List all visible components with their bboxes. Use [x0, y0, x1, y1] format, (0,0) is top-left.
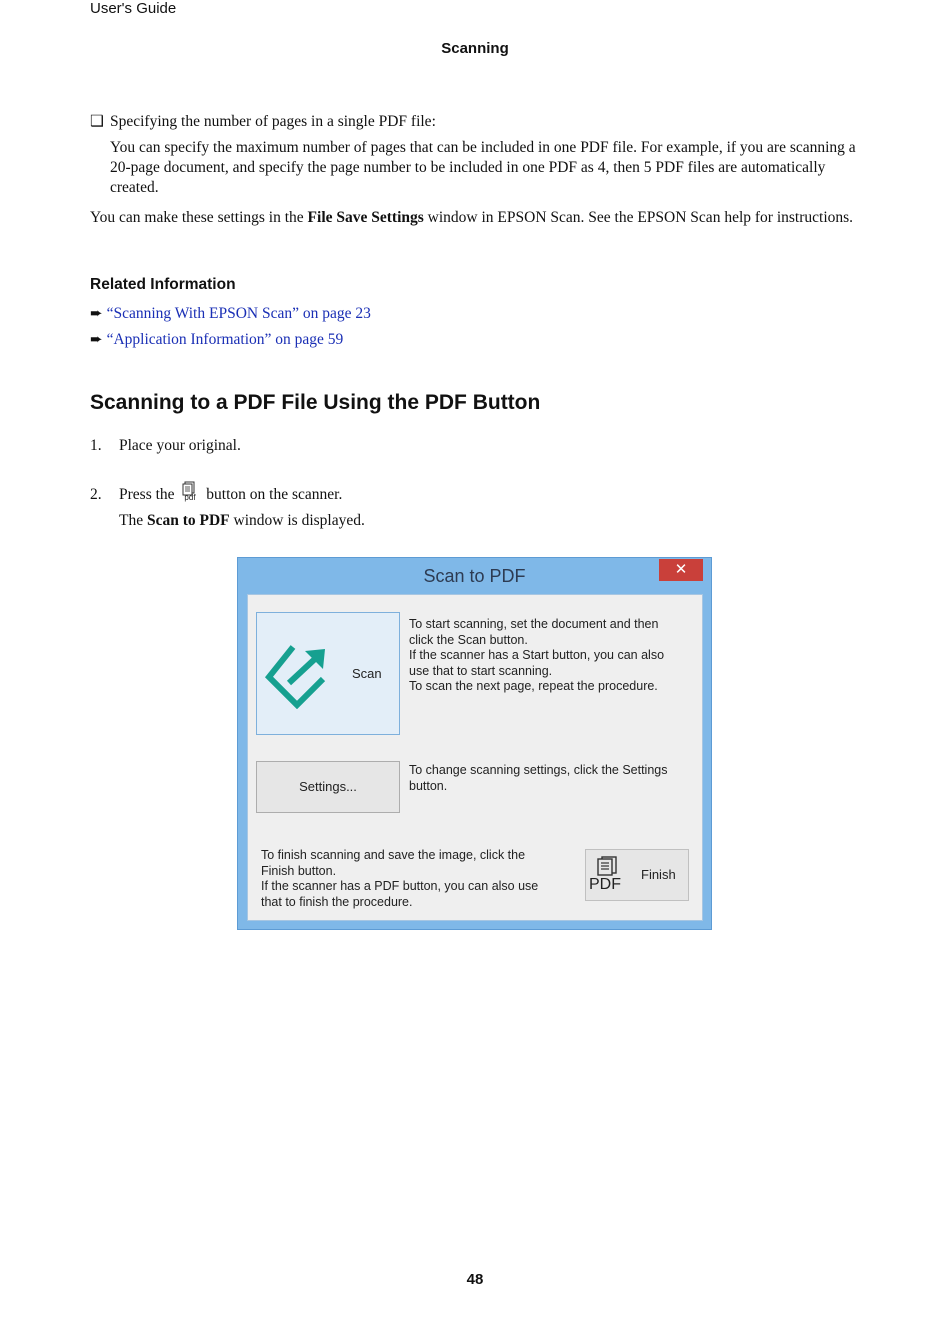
step-2-note — [119, 511, 365, 531]
step-number: 2. — [90, 486, 102, 503]
related-information-heading: Related Information — [90, 276, 236, 293]
related-link-application-info[interactable]: “Application Information” on page 59 — [106, 331, 344, 348]
step-1 — [90, 436, 241, 456]
settings-para-bold: File Save Settings — [307, 209, 424, 226]
pdf-button-icon-text: pdf — [184, 493, 196, 502]
settings-instructions — [409, 763, 667, 794]
step-text: Press the — [119, 486, 179, 503]
settings-button[interactable]: Settings... — [256, 761, 400, 813]
settings-paragraph — [90, 208, 870, 228]
scan-instructions — [409, 617, 664, 695]
finish-button[interactable] — [585, 849, 689, 901]
arrow-right-icon: ➨ — [90, 332, 103, 348]
settings-instruction-line: To change scanning settings, click the Settings — [409, 763, 668, 777]
related-link-row — [90, 304, 371, 324]
finish-instructions — [261, 848, 538, 910]
settings-para-text-2: window in EPSON Scan. See the EPSON Scan help for instructions. — [423, 209, 854, 226]
bullet-title: Specifying the number of pages in a single PDF file: — [110, 113, 436, 130]
scan-button-label: Scan — [352, 666, 382, 681]
settings-para-text-1: You can make these settings in the — [90, 209, 308, 226]
pdf-icon-text: PDF — [589, 876, 621, 893]
pdf-document-icon — [592, 856, 622, 876]
finish-button-label: Finish — [641, 867, 676, 882]
step-2 — [90, 481, 342, 505]
finish-instruction-line: Finish button. — [261, 863, 337, 878]
arrow-right-icon: ➨ — [90, 306, 103, 322]
bullet-description: You can specify the maximum number of pages that can be included in one PDF file. For example, if you are scanning a 20-page document, and specify the page number to be included in one PDF as 4, then 5 PDF files are automatically created. — [110, 139, 856, 196]
scan-instruction-line: use that to start scanning. — [409, 663, 553, 678]
related-link-scanning-epson[interactable]: “Scanning With EPSON Scan” on page 23 — [106, 305, 371, 322]
scan-instruction-line: If the scanner has a Start button, you can also — [409, 648, 665, 663]
finish-instruction-line: If the scanner has a PDF button, you can also use — [261, 879, 539, 894]
pdf-button-icon — [180, 481, 200, 503]
close-icon[interactable]: ✕ — [659, 559, 703, 581]
note-text-1: The — [119, 512, 147, 529]
bullet-item — [90, 112, 870, 132]
settings-instruction-line: button. — [409, 778, 448, 793]
dialog-title: Scan to PDF — [423, 566, 526, 586]
note-bold: Scan to PDF — [146, 512, 230, 529]
bullet-marker: ❑ — [90, 113, 104, 130]
related-link-row — [90, 330, 343, 350]
scan-button[interactable] — [256, 612, 400, 735]
running-header-guide: User's Guide — [90, 0, 177, 17]
page-number: 48 — [466, 1271, 484, 1288]
dialog-body — [247, 594, 703, 921]
running-header-section: Scanning — [441, 40, 509, 57]
scan-instruction-line: click the Scan button. — [409, 632, 528, 647]
scan-icon — [263, 639, 333, 709]
finish-instruction-line: that to finish the procedure. — [261, 894, 413, 909]
note-text-2: window is displayed. — [229, 512, 365, 529]
finish-instruction-line: To finish scanning and save the image, click the — [261, 848, 526, 862]
scan-instruction-line: To start scanning, set the document and then — [409, 617, 659, 631]
scan-to-pdf-dialog — [237, 557, 712, 930]
step-number: 1. — [90, 437, 102, 454]
step-text: button on the scanner. — [202, 486, 343, 503]
scan-instruction-line: To scan the next page, repeat the procedure. — [409, 679, 658, 694]
step-text: Place your original. — [119, 437, 241, 454]
section-title: Scanning to a PDF File Using the PDF Button — [90, 391, 541, 414]
